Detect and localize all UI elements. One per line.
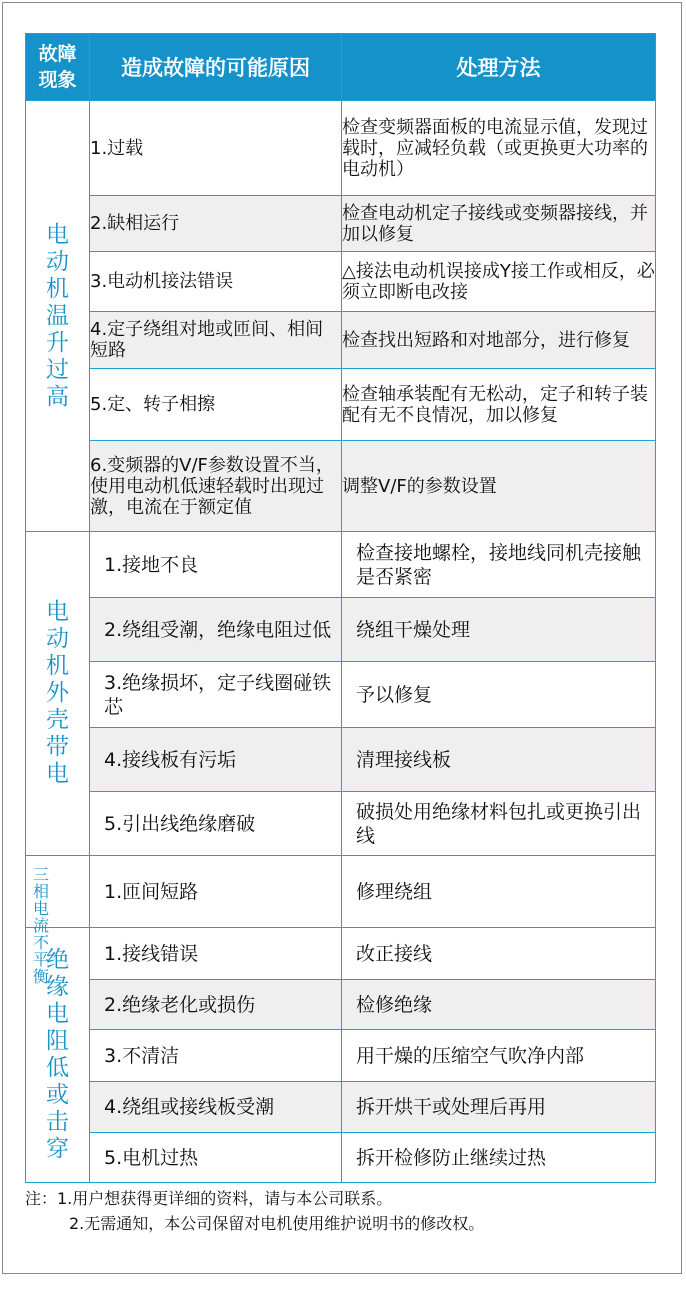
table-row <box>26 856 656 928</box>
table-row <box>26 369 656 441</box>
table-row <box>26 928 656 980</box>
header-method: 处理方法 <box>342 34 656 101</box>
table-row <box>26 662 656 728</box>
footnote-1: 注：1.用户想获得更详细的资料，请与本公司联系。 <box>25 1189 393 1208</box>
table-row <box>26 598 656 662</box>
cause-cell: 3.绝缘损坏，定子线圈碰铁芯 <box>90 662 342 728</box>
method-cell: 检查轴承装配有无松动，定子和转子装配有无不良情况，加以修复 <box>342 369 656 441</box>
method-cell: 检查接地螺栓，接地线同机壳接触是否紧密 <box>342 532 656 598</box>
method-cell: 检修绝缘 <box>342 980 656 1030</box>
method-cell: 拆开检修防止继续过热 <box>342 1133 656 1183</box>
method-cell: 绕组干燥处理 <box>342 598 656 662</box>
category-temperature-rise: 电动机温升过高 <box>26 101 90 532</box>
cause-cell: 3.不清洁 <box>90 1030 342 1082</box>
category-current-imbalance-label: 三相电流不平衡 <box>33 864 50 986</box>
method-cell: 检查电动机定子接线或变频器接线，并加以修复 <box>342 196 656 252</box>
table-row <box>26 252 656 312</box>
method-cell: 破损处用绝缘材料包扎或更换引出线 <box>342 792 656 856</box>
cause-cell: 5.引出线绝缘磨破 <box>90 792 342 856</box>
cause-cell: 2.缺相运行 <box>90 196 342 252</box>
table-row <box>26 980 656 1030</box>
footnotes <box>25 1186 665 1236</box>
method-cell: 检查变频器面板的电流显示值，发现过载时，应减轻负载（或更换更大功率的电动机） <box>342 101 656 196</box>
table-row <box>26 792 656 856</box>
cause-cell: 4.绕组或接线板受潮 <box>90 1082 342 1133</box>
cause-cell: 1.过载 <box>90 101 342 196</box>
method-cell: 用干燥的压缩空气吹净内部 <box>342 1030 656 1082</box>
table-row <box>26 1082 656 1133</box>
category-casing-live: 电动机外壳带电 <box>26 532 90 856</box>
method-cell: 检查找出短路和对地部分，进行修复 <box>342 312 656 369</box>
cause-cell: 1.匝间短路 <box>90 856 342 928</box>
cause-cell: 5.定、转子相擦 <box>90 369 342 441</box>
footnote-2: 2.无需通知，本公司保留对电机使用维护说明书的修改权。 <box>69 1214 485 1233</box>
method-cell: 予以修复 <box>342 662 656 728</box>
table-row <box>26 101 656 196</box>
header-cause: 造成故障的可能原因 <box>90 34 342 101</box>
table-row <box>26 441 656 532</box>
cause-cell: 3.电动机接法错误 <box>90 252 342 312</box>
cause-cell: 6.变频器的V/F参数设置不当，使用电动机低速轻载时出现过激，电流在于额定值 <box>90 441 342 532</box>
table-row <box>26 196 656 252</box>
table-row <box>26 728 656 792</box>
header-phenomenon: 故障现象 <box>26 34 90 101</box>
cause-cell: 1.接线错误 <box>90 928 342 980</box>
category-insulation-low: 绝缘电阻低或击穿 <box>26 928 90 1183</box>
cause-cell: 4.接线板有污垢 <box>90 728 342 792</box>
table-row <box>26 312 656 369</box>
table-row <box>26 1030 656 1082</box>
method-cell: 拆开烘干或处理后再用 <box>342 1082 656 1133</box>
cause-cell: 5.电机过热 <box>90 1133 342 1183</box>
cause-cell: 4.定子绕组对地或匝间、相间短路 <box>90 312 342 369</box>
table-header <box>26 34 656 101</box>
category-current-imbalance <box>26 856 90 986</box>
method-cell: 改正接线 <box>342 928 656 980</box>
cause-cell: 2.绝缘老化或损伤 <box>90 980 342 1030</box>
method-cell: 清理接线板 <box>342 728 656 792</box>
cause-cell: 1.接地不良 <box>90 532 342 598</box>
table-row <box>26 1133 656 1183</box>
method-cell: 调整V/F的参数设置 <box>342 441 656 532</box>
table-row <box>26 532 656 598</box>
method-cell: △接法电动机误接成Y接工作或相反，必须立即断电改接 <box>342 252 656 312</box>
fault-table <box>25 33 656 1183</box>
method-cell: 修理绕组 <box>342 856 656 928</box>
cause-cell: 2.绕组受潮，绝缘电阻过低 <box>90 598 342 662</box>
